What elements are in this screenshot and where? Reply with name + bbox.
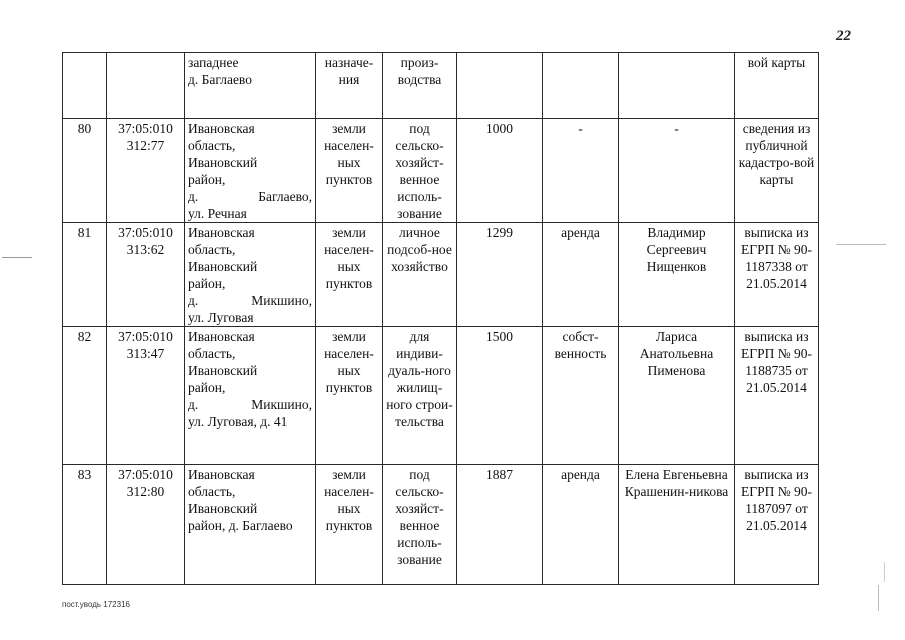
cell-category: земли населен-ных пунктов (316, 465, 383, 585)
cell-basis: сведения из публичной кадастро-вой карты (735, 119, 819, 223)
cell-num: 82 (63, 327, 107, 465)
cell-right: собст-венность (543, 327, 619, 465)
cell-use: для индиви-дуаль-ного жилищ-ного строи-тельства (383, 327, 457, 465)
cell-owner: Владимир Сергеевич Нищенков (619, 223, 735, 327)
cell-owner: Лариса Анатольевна Пименова (619, 327, 735, 465)
cell-area: 1299 (457, 223, 543, 327)
cell-cadastral (107, 53, 185, 119)
cell-category: земли населен-ных пунктов (316, 223, 383, 327)
cell-cadastral: 37:05:010 313:62 (107, 223, 185, 327)
cell-cadastral: 37:05:010 312:77 (107, 119, 185, 223)
scan-artifact (836, 244, 886, 245)
cell-num: 80 (63, 119, 107, 223)
scan-artifact (2, 257, 32, 258)
cell-area: 1887 (457, 465, 543, 585)
cell-owner: - (619, 119, 735, 223)
table-row (63, 223, 819, 327)
cell-category: земли населен-ных пунктов (316, 119, 383, 223)
cell-basis: выписка из ЕГРП № 90-1187338 от 21.05.2014 (735, 223, 819, 327)
cell-area: 1500 (457, 327, 543, 465)
cell-address: Ивановская область, Ивановский район, д. Баглаево, ул. Речная (185, 119, 316, 223)
cell-use: под сельско-хозяйст-венное исполь-зование (383, 465, 457, 585)
cell-use: личное подсоб-ное хозяйство (383, 223, 457, 327)
cell-use: произ-водства (383, 53, 457, 119)
page-number: 22 (836, 28, 851, 44)
cell-address: Ивановская область, Ивановский район, д. Микшино, ул. Луговая (185, 223, 316, 327)
table-row (63, 327, 819, 465)
cell-cadastral: 37:05:010 312:80 (107, 465, 185, 585)
land-plot-registry-table (62, 52, 819, 585)
cell-num: 83 (63, 465, 107, 585)
cell-owner (619, 53, 735, 119)
scan-artifact (884, 562, 885, 582)
cell-category: земли населен-ных пунктов (316, 327, 383, 465)
scan-artifact (878, 585, 879, 611)
cell-owner: Елена Евгеньевна Крашенин-никова (619, 465, 735, 585)
cell-basis: выписка из ЕГРП № 90-1187097 от 21.05.2014 (735, 465, 819, 585)
cell-address: западнее д. Баглаево (185, 53, 316, 119)
cell-use: под сельско-хозяйст-венное исполь-зование (383, 119, 457, 223)
table-row (63, 119, 819, 223)
footer-code: пост.уводь 172316 (62, 600, 130, 609)
cell-basis: вой карты (735, 53, 819, 119)
cell-cadastral: 37:05:010 313:47 (107, 327, 185, 465)
cell-num: 81 (63, 223, 107, 327)
cell-num (63, 53, 107, 119)
cell-right: - (543, 119, 619, 223)
cell-area: 1000 (457, 119, 543, 223)
cell-basis: выписка из ЕГРП № 90-1188735 от 21.05.2014 (735, 327, 819, 465)
cell-right: аренда (543, 465, 619, 585)
cell-right: аренда (543, 223, 619, 327)
cell-address: Ивановская область, Ивановский район, д. Микшино, ул. Луговая, д. 41 (185, 327, 316, 465)
cell-right (543, 53, 619, 119)
table-row (63, 465, 819, 585)
cell-area (457, 53, 543, 119)
cell-address: Ивановская область, Ивановский район, д. Баглаево (185, 465, 316, 585)
cell-category: назначе-ния (316, 53, 383, 119)
table-row-continued (63, 53, 819, 119)
